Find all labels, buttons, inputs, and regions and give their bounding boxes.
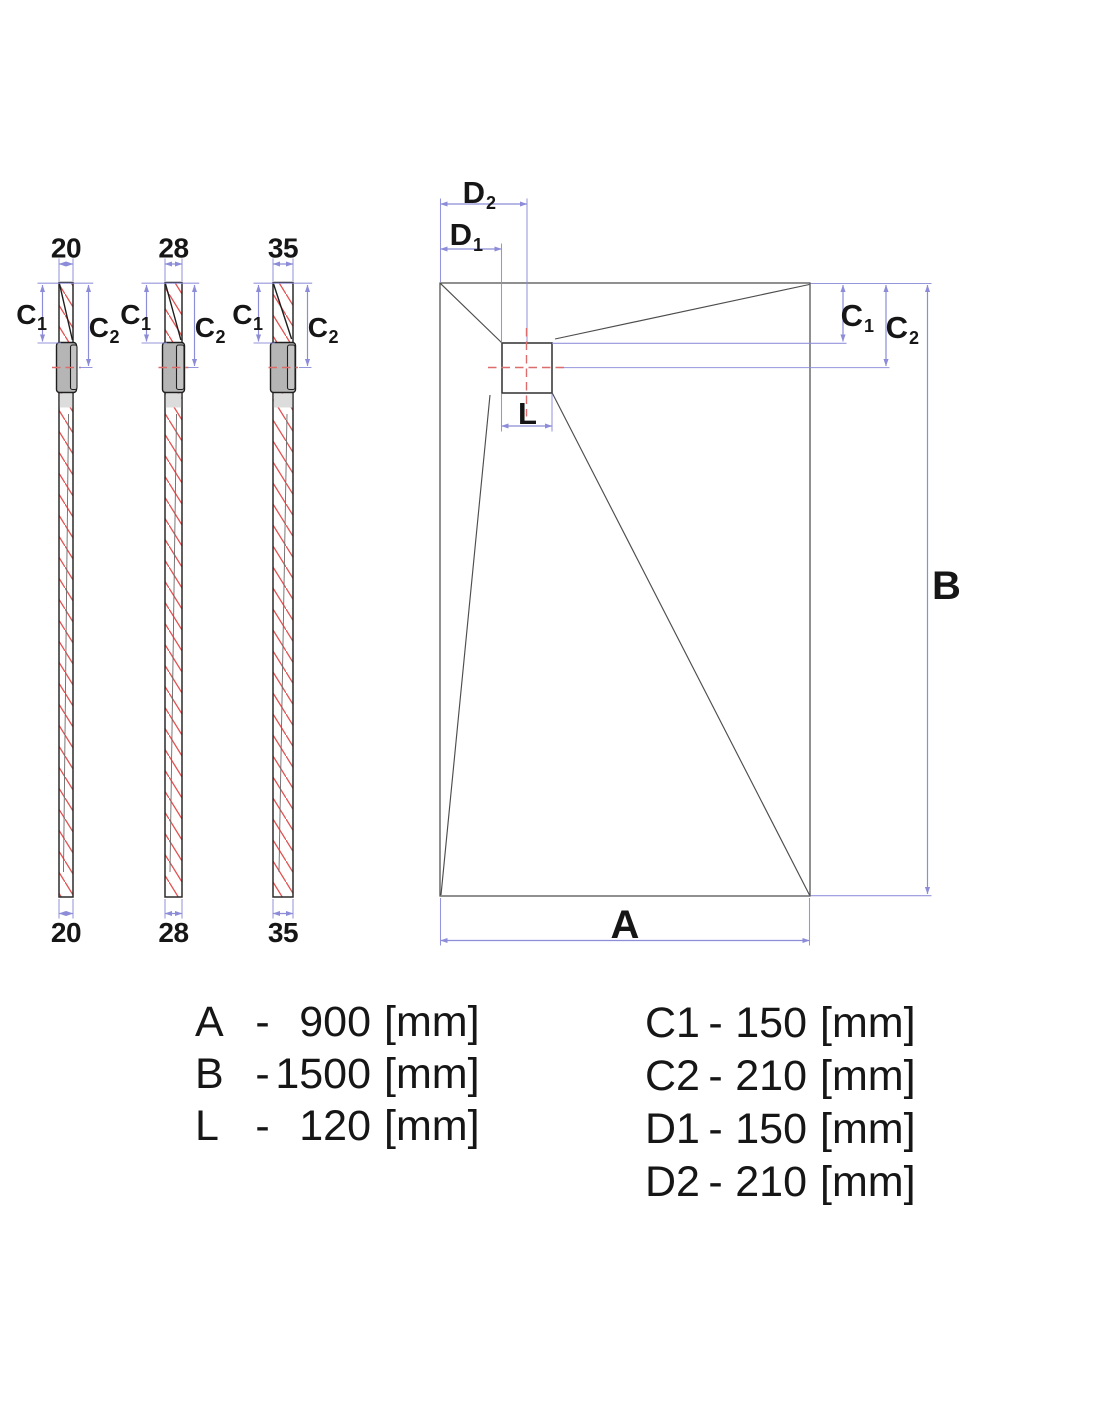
- cross-section-28mm: [120, 233, 225, 949]
- c1-label-sub: 1: [253, 314, 264, 334]
- thickness-top-label: 28: [158, 232, 189, 264]
- dim-value: 900: [299, 998, 371, 1046]
- c1-label-sub: 1: [37, 314, 48, 334]
- dim-name: C1: [645, 999, 700, 1047]
- dim-dash: -: [255, 1102, 270, 1150]
- dim-unit: [mm]: [384, 1102, 480, 1150]
- b-label: B: [932, 564, 961, 608]
- dim-unit: [mm]: [820, 1105, 916, 1153]
- c1-label: C: [840, 298, 863, 333]
- c2-label-sub: 2: [328, 327, 339, 347]
- drain-pipe: [274, 394, 292, 408]
- dim-dash: -: [255, 998, 270, 1046]
- d2-label: D: [462, 175, 485, 210]
- l-label: L: [518, 396, 537, 431]
- c1-label: C: [120, 299, 140, 330]
- drain-pipe: [60, 394, 72, 408]
- cross-section-20mm: [16, 233, 119, 949]
- table-row: [643, 1103, 916, 1156]
- c2-label: C: [885, 310, 908, 345]
- thickness-top-label: 35: [267, 232, 299, 264]
- dim-value: 1500: [275, 1050, 371, 1098]
- dim-unit: [mm]: [384, 1050, 480, 1098]
- cross-section-35mm: [232, 233, 338, 949]
- c1-label-sub: 1: [864, 316, 875, 336]
- extension-line: [59, 899, 73, 919]
- dim-unit: [mm]: [820, 999, 916, 1047]
- table-row: [193, 1100, 480, 1152]
- dim-dash: -: [708, 1052, 723, 1100]
- dim-dash: -: [708, 1105, 723, 1153]
- extension-line: [273, 899, 293, 919]
- dim-unit: [mm]: [820, 1052, 916, 1100]
- c2-label-sub: 2: [215, 327, 226, 347]
- dim-name: A: [195, 998, 224, 1046]
- extension-line: [165, 899, 182, 919]
- slope-crease-top-right: [555, 285, 809, 340]
- table-row: [643, 1156, 916, 1209]
- dim-name: L: [195, 1102, 219, 1150]
- table-row: [193, 1048, 480, 1100]
- dim-unit: [mm]: [384, 998, 480, 1046]
- dim-name: D2: [645, 1158, 700, 1206]
- thickness-bottom-label: 35: [267, 917, 299, 948]
- dim-dash: -: [708, 1158, 723, 1206]
- slope-crease-bottom-left: [441, 395, 490, 895]
- thickness-top-label: 20: [50, 232, 82, 264]
- c2-label: C: [307, 312, 328, 343]
- dimension-table-left: [193, 996, 480, 1152]
- dimension-table-right: [643, 997, 916, 1209]
- thickness-bottom-label: 20: [50, 917, 82, 948]
- dim-value: 150: [735, 1105, 807, 1153]
- c1-label: C: [16, 299, 36, 330]
- plan-view: [440, 175, 961, 947]
- dim-name: C2: [645, 1052, 700, 1100]
- dim-value: 150: [735, 999, 807, 1047]
- dim-name: B: [195, 1050, 224, 1098]
- dim-value: 210: [735, 1052, 807, 1100]
- dim-unit: [mm]: [820, 1158, 916, 1206]
- dim-name: D1: [645, 1105, 700, 1153]
- c2-label: C: [88, 312, 109, 343]
- drain-pipe: [166, 394, 181, 408]
- slope-crease-top-left: [441, 284, 502, 343]
- dim-value: 210: [735, 1158, 807, 1206]
- dim-dash: -: [255, 1050, 270, 1098]
- c1-label: C: [232, 299, 252, 330]
- d1-label-sub: 1: [473, 235, 484, 255]
- d1-label: D: [449, 217, 472, 252]
- dim-dash: -: [708, 999, 723, 1047]
- c2-label-sub: 2: [909, 328, 920, 348]
- d2-label-sub: 2: [486, 193, 497, 213]
- c1-label-sub: 1: [141, 314, 152, 334]
- dim-value: 120: [299, 1102, 371, 1150]
- c2-label-sub: 2: [109, 327, 120, 347]
- tray-outline: [440, 283, 810, 896]
- table-row: [193, 996, 480, 1048]
- slope-crease-bottom-right: [553, 394, 810, 896]
- table-row: [643, 997, 916, 1050]
- thickness-bottom-label: 28: [158, 917, 189, 948]
- table-row: [643, 1050, 916, 1103]
- a-label: A: [610, 903, 640, 947]
- c2-label: C: [194, 312, 215, 343]
